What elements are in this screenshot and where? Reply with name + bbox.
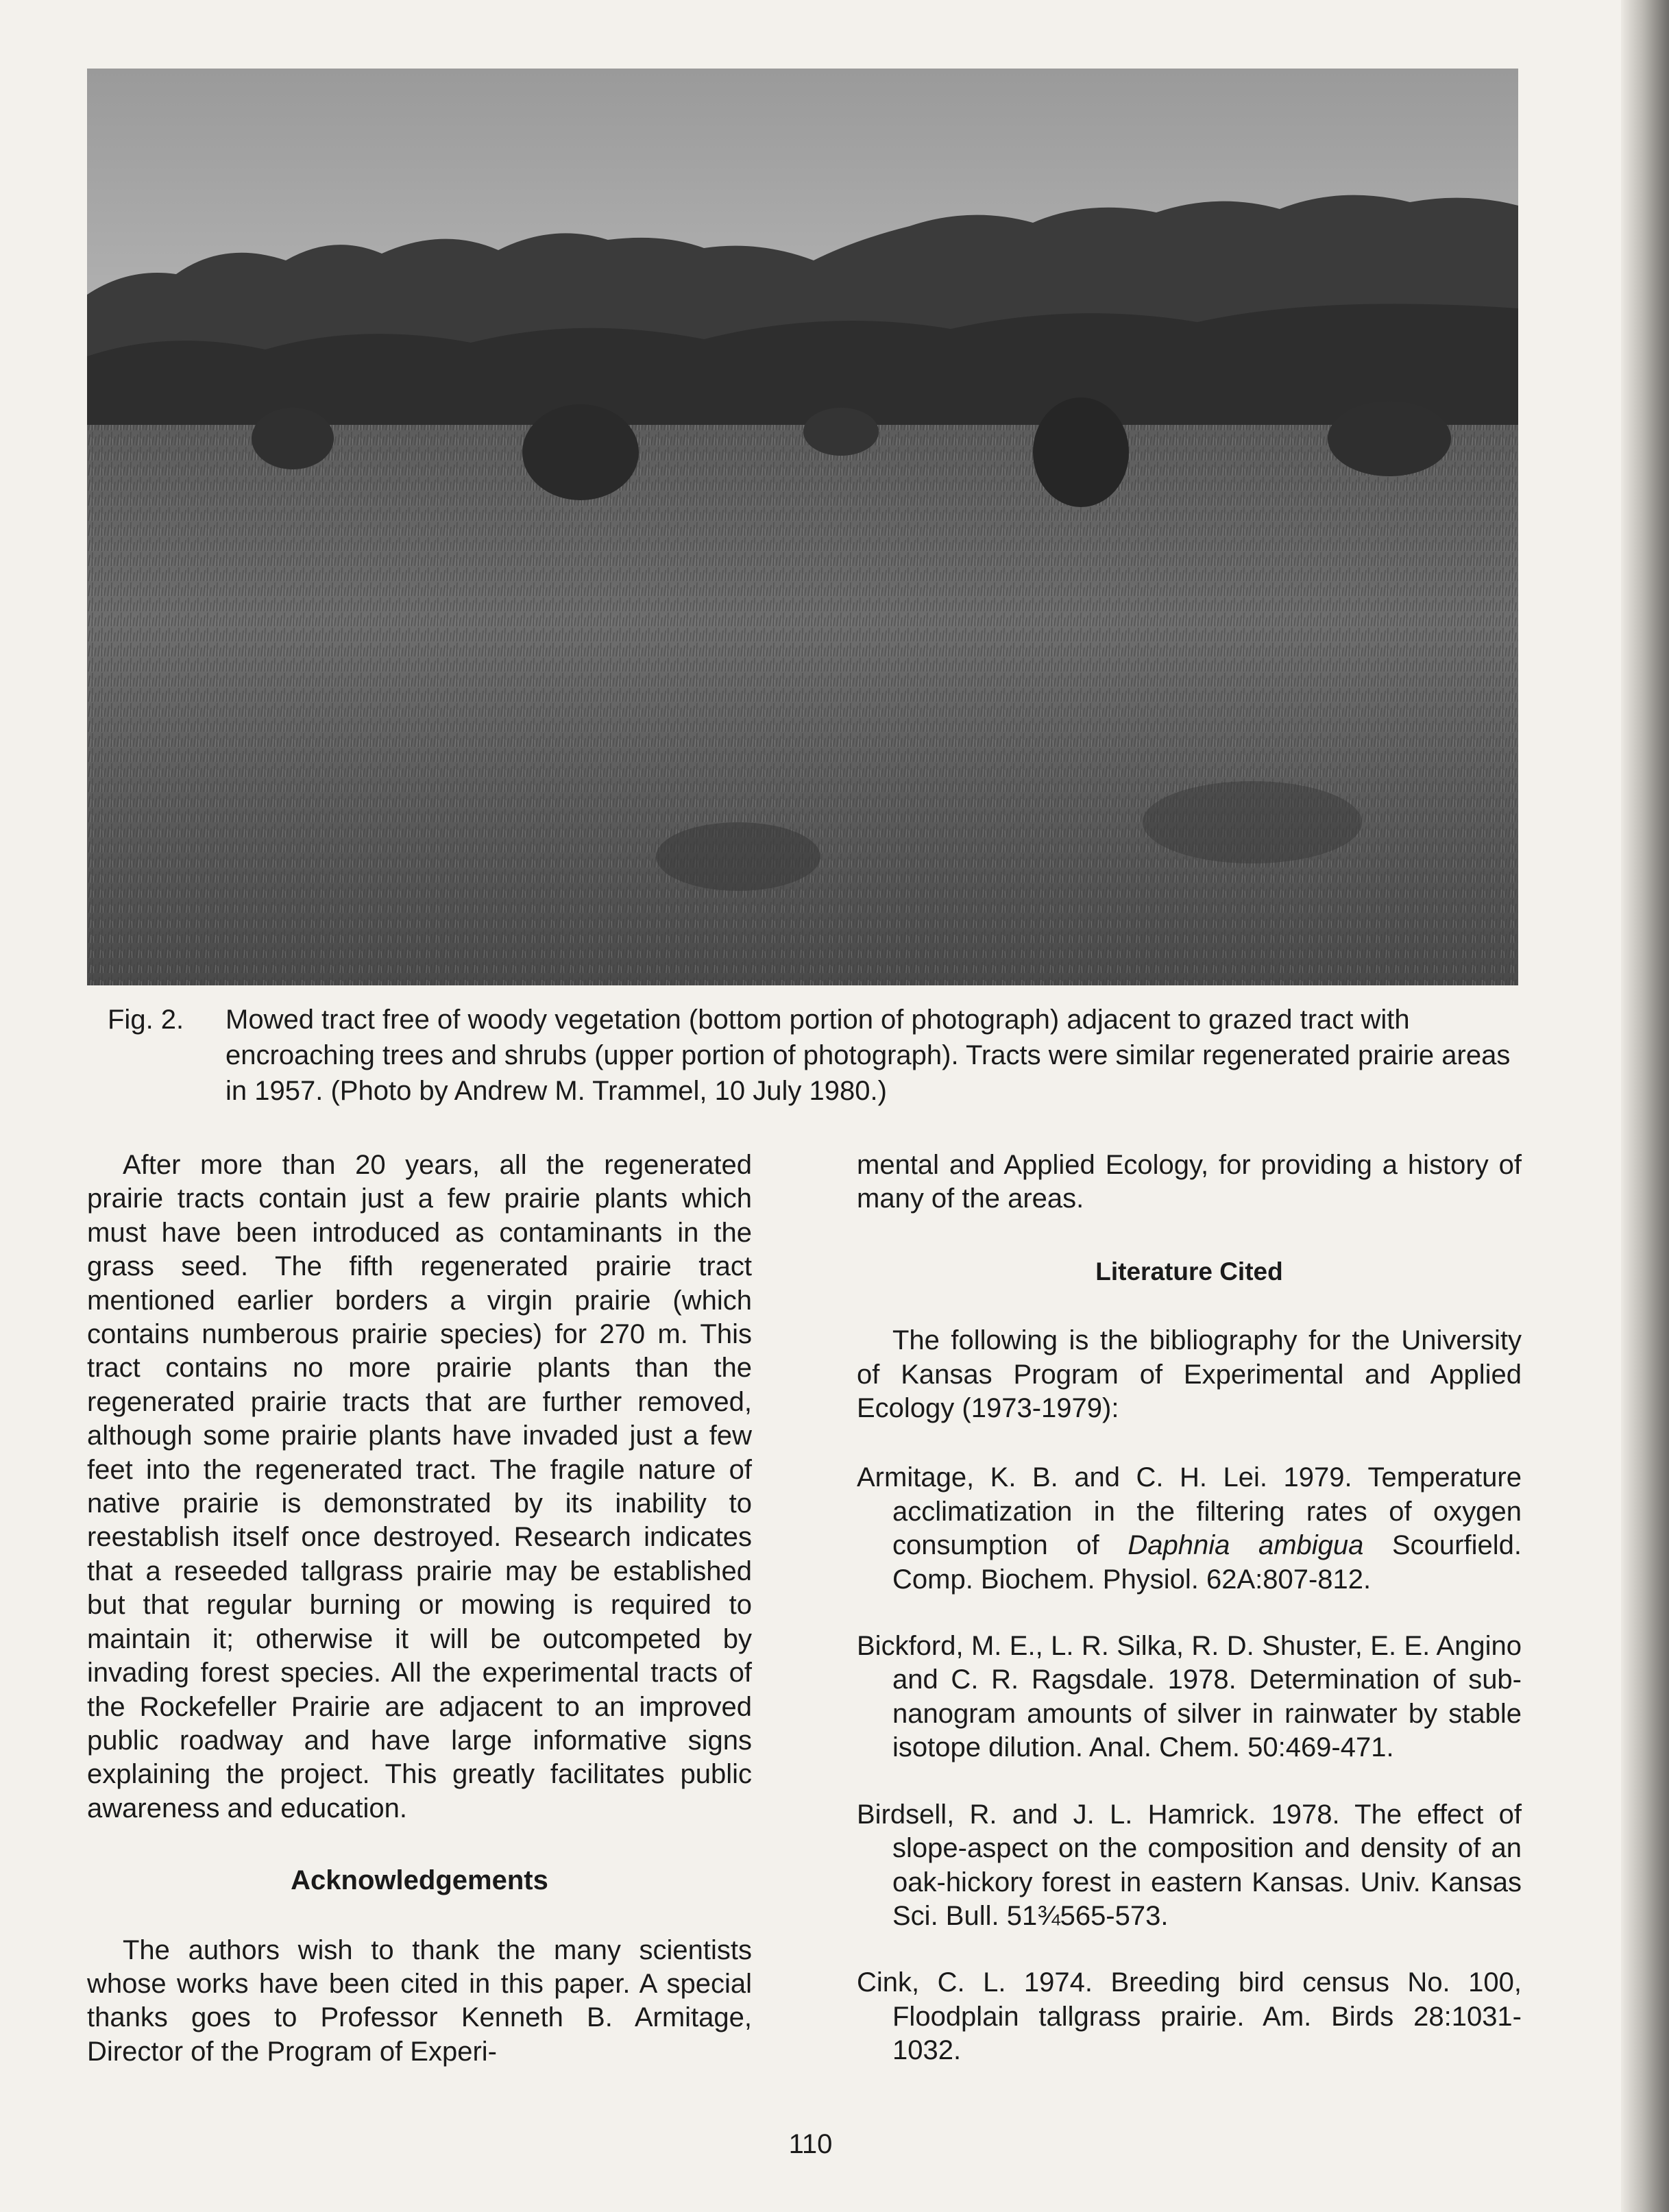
bibliography-intro: The following is the bibliography for the University of Kansas Program of Experimental and Applied Ecology (1973-1979): — [857, 1325, 1522, 1424]
literature-cited-heading: Literature Cited — [1095, 1257, 1283, 1286]
page-edge-shadow — [1621, 0, 1669, 2212]
shrub — [1328, 401, 1451, 476]
reference-entry: Armitage, K. B. and C. H. Lei. 1979. Temperature acclimatization in the filtering rates of oxygen consumption of Daphnia ambigua Scourfield. Comp. Biochem. Physiol. 62A:807-812. — [857, 1462, 1522, 1595]
reference-entry: Birdsell, R. and J. L. Hamrick. 1978. The effect of slope-aspect on the composition and density of an oak-hickory forest in eastern Kansas. Univ. Kansas Sci. Bull. 51¾565-573. — [857, 1799, 1522, 1931]
body-paragraph: After more than 20 years, all the regenerated prairie tracts contain just a few prairie plants which must have been introduced as contaminants in the grass seed. The fifth regenerated prairie tract mentioned earlier borders a virgin prairie (which contains numberous prairie species) for 270 m. This tract contains no more prairie plants than the regenerated prairie tracts that are further removed, although some prairie plants have invaded just a few feet into the regenerated tract. The fragile nature of native prairie is demonstrated by its inability to reestablish itself once destroyed. Research indicates that a reseeded tallgrass prairie may be established but that regular burning or mowing is required to maintain it; otherwise it will be outcompeted by invading forest species. All the experimental tracts of the Rockefeller Prairie are adjacent to an improved public roadway and have large informative signs explaining the project. This greatly facilitates public awareness and education. — [87, 1150, 752, 1823]
acknowledgements-heading: Acknowledgements — [291, 1865, 548, 1896]
reference-entry: Cink, C. L. 1974. Breeding bird census No. 100, Floodplain tallgrass prairie. Am. Birds 28:1031-1032. — [857, 1967, 1522, 2066]
prairie-landscape-image — [87, 69, 1518, 985]
figure-caption-text: Mowed tract free of woody vegetation (bottom portion of photograph) adjacent to grazed tract with encroaching trees and shrubs (upper portion of photograph). Tracts were similar regenerated prairie areas in 1957. (Photo by Andrew M. Trammel, 10 July 1980.) — [226, 1005, 1511, 1106]
page-number: 110 — [788, 2129, 833, 2159]
shrub — [252, 408, 334, 469]
acknowledgements-paragraph: The authors wish to thank the many scientists whose works have been cited in this paper. A special thanks goes to Professor Kenneth B. Armitage, Director of the Program of Experi- — [87, 1934, 752, 2067]
figure-photograph — [87, 69, 1518, 985]
reference-entry: Bickford, M. E., L. R. Silka, R. D. Shuster, E. E. Angino and C. R. Ragsdale. 1978. Determination of sub-nanogram amounts of silver in rainwater by stable isotope dilution. Anal. Chem. 50:469-471. — [857, 1631, 1522, 1763]
right-column — [857, 1148, 1522, 2068]
acknowledgements-continued: mental and Applied Ecology, for providing a history of many of the areas. — [857, 1150, 1522, 1214]
shrub — [1033, 397, 1129, 507]
figure-label: Fig. 2. — [108, 1005, 184, 1035]
shrub — [522, 404, 639, 500]
left-column — [87, 1148, 752, 2069]
